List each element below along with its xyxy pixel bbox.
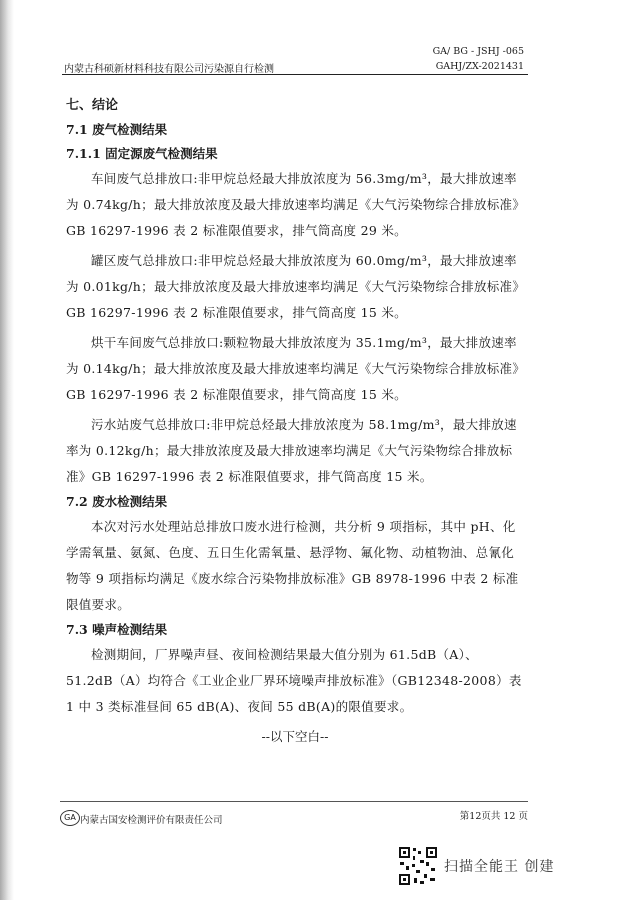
paragraph-tank-area-exhaust: 罐区废气总排放口:非甲烷总烃最大排放浓度为 60.0mg/m³，最大排放速率为 0.01kg/h；最大排放浓度及最大排放速率均满足《大气污染物综合排放标准》GB 16297-1996 表 2 标准限值要求，排气筒高度 15 米。 [66,253,519,320]
doc-code: GA/ BG - JSHJ -065 [432,46,524,57]
paragraph-wastewater-results: 本次对污水处理站总排放口废水进行检测，共分析 9 项指标，其中 pH、化学需氧量、氨氮、色度、五日生化需氧量、悬浮物、氟化物、动植物油、总氰化物等 9 项指标均满足《废水综合污染物排放标准》GB 8978-1996 中表 2 标准限值要求。 [66,519,519,612]
scan-edge-shadow [0,0,14,900]
document-body [66,92,524,750]
subsection-7-3-title: 7.3 噪声检测结果 [66,622,168,637]
subsection-7-1-1-title: 7.1.1 固定源废气检测结果 [66,146,218,161]
subsection-7-1-title: 7.1 废气检测结果 [66,122,168,137]
header-rule [62,74,528,75]
paragraph-wastewater-station-exhaust: 污水站废气总排放口:非甲烷总烃最大排放浓度为 58.1mg/m³，最大排放速率为 0.12kg/h；最大排放浓度及最大排放速率均满足《大气污染物综合排放标准》GB 16297-1996 表 2 标准限值要求，排气筒高度 15 米。 [66,417,517,484]
paragraph-noise-results: 检测期间，厂界噪声昼、夜间检测结果最大值分别为 61.5dB（A）、51.2dB（A）均符合《工业企业厂界环境噪声排放标准》（GB12348-2008）表 1 中 3 类标准昼间 65 dB(A)、夜间 55 dB(A)的限值要求。 [66,647,522,714]
end-of-content-mark: --以下空白-- [261,729,329,744]
report-number: GAHJ/ZX-2021431 [435,61,524,72]
header-company: 内蒙古科硕新材料科技有限公司污染源自行检测 [64,64,274,75]
section-title: 七、结论 [66,98,119,113]
paragraph-workshop-exhaust: 车间废气总排放口:非甲烷总烃最大排放浓度为 56.3mg/m³，最大排放速率为 0.74kg/h；最大排放浓度及最大排放速率均满足《大气污染物综合排放标准》GB 16297-1996 表 2 标准限值要求，排气筒高度 29 米。 [66,171,519,238]
scanner-watermark: 扫描全能王 创建 [444,859,555,875]
paragraph-drying-workshop-exhaust: 烘干车间废气总排放口:颗粒物最大排放浓度为 35.1mg/m³，最大排放速率为 0.14kg/h；最大排放浓度及最大排放速率均满足《大气污染物综合排放标准》GB 16297-1996 表 2 标准限值要求，排气筒高度 15 米。 [66,335,519,402]
header-codes [433,44,524,74]
page-number: 第12页共 12 页 [459,811,528,822]
subsection-7-2-title: 7.2 废水检测结果 [66,494,168,509]
footer-rule [60,801,528,802]
qr-code-icon [398,846,438,886]
footer-organization: 内蒙古国安检测评价有限责任公司 [80,815,223,826]
company-logo: GA [60,810,80,826]
